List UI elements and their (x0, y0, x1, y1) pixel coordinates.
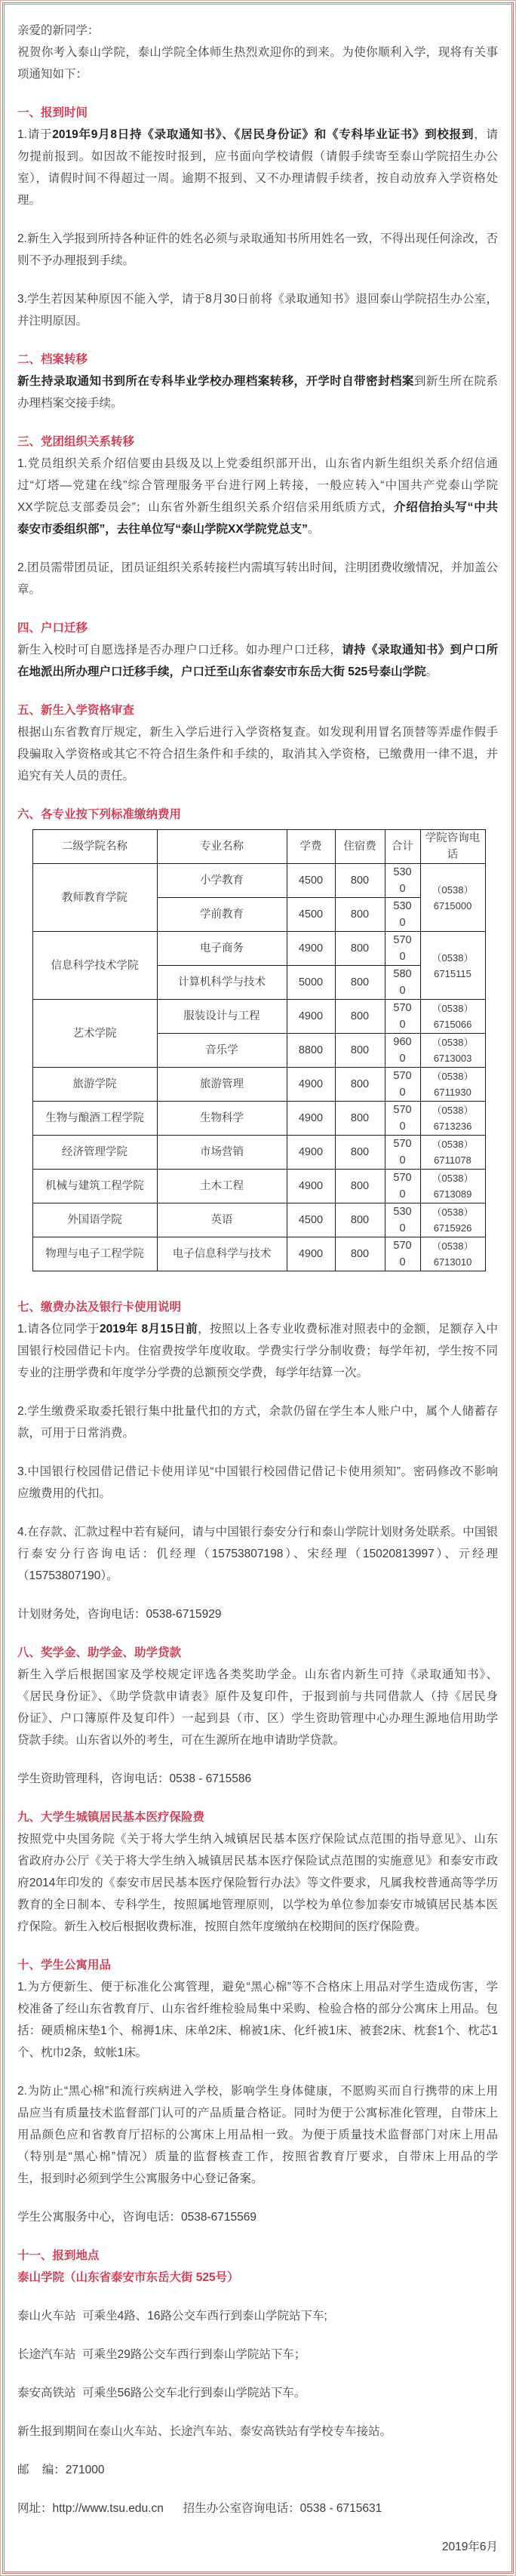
phone-number: 6711930 (434, 1087, 471, 1098)
text-line (17, 518, 498, 540)
text-run: 新生入校时可自愿选择是否办理户口迁移。如办理户口迁移， (17, 643, 342, 656)
text-line: 4.在存款、汇款过程中若有疑问，请与中国银行泰安分行和泰山学院计划财务处联系。中国银 (17, 1526, 498, 1539)
text-line: 计划财务处，咨询电话：0538-6715929 (17, 1608, 222, 1621)
paragraph (17, 453, 498, 540)
section-heading: 五、新生入学资格审查 (17, 703, 135, 717)
major-cell: 计算机科学与技术 (157, 966, 287, 1000)
tuition-cell: 4500 (287, 1203, 335, 1237)
phone-number: 6713089 (433, 1188, 472, 1200)
section-heading: 十一、报到地点 (17, 2249, 100, 2262)
phone-area-code: （0538） (432, 1207, 474, 1218)
paragraph (17, 41, 498, 85)
section-heading: 二、档案转移 (17, 352, 88, 366)
text-run: 。 (307, 522, 320, 536)
tuition-cell: 8800 (287, 1034, 335, 1068)
bold-text: 请持《录取通知书》到户口所 (342, 643, 498, 656)
table-row (32, 932, 485, 966)
text-line: 亲爱的新同学： (17, 23, 100, 37)
text-run: 1.请各位同学于 (17, 1323, 100, 1336)
phone-area-code: （0538） (432, 1173, 474, 1184)
bold-text: 新生持录取通知书到所在专科毕业学校办理档案转移，开学时自带密封档案 (17, 374, 414, 388)
total-cell: 5800 (385, 966, 420, 1000)
text-line: 祝贺你考入泰山学院，泰山学院全体师生热烈欢迎你的到来。为使你顺利入学，现将有关事 (17, 45, 498, 59)
text-run: XX学院总支部委员会”；山东省外新生组织关系介绍信采用纸质方式， (17, 500, 394, 514)
phone-cell (420, 1136, 485, 1170)
lodging-cell: 800 (335, 1000, 385, 1034)
tuition-cell: 4900 (287, 1102, 335, 1136)
major-cell: 小学教育 (157, 864, 287, 898)
table-row (32, 1203, 485, 1237)
text-line: 根据山东省教育厅规定，新生入学后进行入学资格复查。如发现利用冒名顶替等弄虚作假手 (17, 725, 498, 739)
major-cell: 土木工程 (157, 1170, 287, 1203)
college-cell: 艺术学院 (32, 1000, 157, 1068)
lodging-cell: 800 (335, 1034, 385, 1068)
section-heading: 七、缴费办法及银行卡使用说明 (17, 1301, 182, 1314)
text-line: 个、枕巾2条，蚊帐1床。 (17, 2046, 148, 2059)
text-line (17, 639, 498, 661)
table-row (32, 1237, 485, 1271)
major-cell: 英语 (157, 1203, 287, 1237)
paragraph (17, 721, 498, 787)
tuition-cell: 5000 (287, 966, 335, 1000)
column-header-major: 专业名称 (157, 830, 287, 864)
text-line: 1.为方便新生、便于标准化公寓管理，避免“黑心棉”等不合格床上用品对学生造成伤害，学 (17, 1981, 498, 1993)
paragraph (17, 1664, 498, 1751)
paragraph (17, 1461, 498, 1505)
college-cell: 经济管理学院 (32, 1136, 157, 1170)
text-line: 2.学生缴费采取委托银行集中批量代扣的方式，余款仍留在学生本人账户中，属个人储蓄存 (17, 1405, 498, 1418)
college-cell: 物理与电子工程学院 (32, 1237, 157, 1271)
text-line (17, 496, 498, 518)
text-line: 过“灯塔—党建在线”综合管理服务平台进行网上转接，一般应转入“中国共产党泰山学院 (17, 478, 498, 492)
lodging-cell: 800 (335, 1102, 385, 1136)
paragraph (17, 2206, 498, 2228)
text-line: 项通知如下： (17, 67, 88, 81)
text-line: 1.党员组织关系介绍信要由县级及以上党委组织部开出，山东省内新生组织关系介绍信通 (17, 456, 498, 470)
text-run: ，按照以上各专业收费标准对照表中的金额，足额存入中 (198, 1323, 498, 1336)
text-run: 1.请于 (17, 128, 53, 141)
major-cell: 电子商务 (157, 932, 287, 966)
table-row (32, 1170, 485, 1203)
paragraph (17, 557, 498, 601)
paragraph (17, 2498, 498, 2519)
text-line: 理。 (17, 193, 41, 207)
college-cell: 机械与建筑工程学院 (32, 1170, 157, 1203)
text-line: 教育的全日制本、专科学生，按照属地管理原则，以学校为单位参加泰安市城镇居民基本医 (17, 1898, 498, 1911)
total-cell: 5700 (385, 1068, 420, 1102)
major-cell: 电子信息科学与技术 (157, 1237, 287, 1271)
phone-number: 6711078 (434, 1154, 471, 1166)
phone-cell (420, 1000, 485, 1034)
text-line: 省政府办公厅《关于将大学生纳入城镇居民基本医疗保险试点范围的实施意见》和泰安市政 (17, 1855, 498, 1867)
text-line (17, 370, 498, 392)
text-line: 则不予办理报到手续。 (17, 254, 135, 267)
bold-text: 泰安市委组织部”，去往单位写“泰山学院XX学院党总支” (17, 522, 308, 536)
major-cell: 生物科学 (157, 1102, 287, 1136)
major-cell: 服装设计与工程 (157, 1000, 287, 1034)
text-line: 邮 编：271000 (17, 2464, 105, 2476)
text-line: 应缴费用的代扣。 (17, 1487, 112, 1500)
total-cell: 5700 (385, 1170, 420, 1203)
phone-area-code: （0538） (432, 951, 474, 964)
text-line: 用品颜色应和省教育厅招标的公寓床上用品相一致。为便于质量技术监督部门对床上用品 (17, 2129, 498, 2141)
section-heading: 三、党团组织关系转移 (17, 435, 135, 448)
phone-cell (420, 1203, 485, 1237)
phone-area-code: （0538） (432, 884, 474, 896)
text-line: 泰山火车站 可乘坐4路、16路公交车西行到泰山学院站下车; (17, 2310, 327, 2322)
paragraph (17, 124, 498, 211)
paragraph (17, 1976, 498, 2064)
tuition-cell: 4900 (287, 1170, 335, 1203)
text-line: 新生入学后根据国家及学校规定评选各类奖助学金。山东省内新生可持《录取通知书》、 (17, 1668, 498, 1681)
table-row (32, 1000, 485, 1034)
text-line: 勿提前报到。如因故不能按时报到，应书面向学校请假（请假手续寄至泰山学院招生办公 (17, 149, 498, 163)
lodging-cell: 800 (335, 1203, 385, 1237)
text-line: 行泰安分行咨询电话：仉经理（15753807198）、宋经理（15020813997）、亓经理 (17, 1548, 498, 1560)
notice-frame (2, 2, 514, 2574)
text-line: 2.为防止“黑心棉”和流行疾病进入学校，影响学生身体健康，不愿购买而自行携带的床上用 (17, 2085, 498, 2098)
text-line: 并注明原因。 (17, 314, 88, 327)
column-header-phone: 学院咨询电话 (420, 830, 485, 864)
paragraph (17, 1828, 498, 1938)
text-run: 。 (425, 665, 438, 678)
major-cell: 市场营销 (157, 1136, 287, 1170)
phone-area-code: （0538） (432, 1240, 474, 1252)
paragraph (17, 20, 498, 41)
column-header-tuition: 学费 (287, 830, 335, 864)
text-line: 学生资助管理科，咨询电话：0538 - 6715586 (17, 1772, 252, 1785)
paragraph (17, 370, 498, 414)
phone-cell (420, 1102, 485, 1136)
phone-number: 6715000 (433, 899, 472, 911)
paragraph (17, 1603, 498, 1625)
text-line: 泰山学院（山东省泰安市东岳大街 525号） (17, 2271, 239, 2284)
paragraph (17, 2305, 498, 2327)
text-run: ，请 (474, 128, 498, 141)
fee-table (32, 829, 486, 1271)
text-line: 国银行校园借记卡内。住宿费按学年度收取。学费实行学分制收费；每学年初，学生按不同 (17, 1345, 498, 1357)
phone-area-code: （0538） (432, 1105, 474, 1116)
phone-area-code: （0538） (432, 1003, 474, 1014)
phone-cell (420, 932, 485, 1000)
phone-number: 6713010 (433, 1256, 472, 1268)
phone-number: 6715926 (433, 1222, 472, 1234)
table-row (32, 1136, 485, 1170)
text-line: 2.新生入学报到所持各种证件的姓名必须与录取通知书所用姓名一致，不得出现任何涂改，否 (17, 232, 498, 245)
text-line: 份证》、户口簿原件及复印件）一起到县（市、区）学生资助管理中心办理生源地信用助学 (17, 1712, 498, 1725)
text-line: 括：硬质棉床垫1个、棉褥1床、床单2床、棉被1床、化纤被1床、被套2床、枕套1个、枕芯1 (17, 2024, 498, 2037)
lodging-cell: 800 (335, 1068, 385, 1102)
text-line: 3.学生若因某种原因不能入学，请于8月30日前将《录取通知书》退回泰山学院招生办公室， (17, 292, 498, 306)
paragraph (17, 1318, 498, 1384)
bold-text: 2019年 8月15日前 (99, 1323, 198, 1336)
section-heading: 八、奖学金、助学金、助学贷款 (17, 1646, 182, 1659)
lodging-cell: 800 (335, 932, 385, 966)
paragraph (17, 639, 498, 683)
table-row (32, 1068, 485, 1102)
phone-number: 6713003 (433, 1053, 472, 1064)
notice-body-top (17, 20, 498, 825)
phone-area-code: （0538） (432, 1071, 474, 1082)
total-cell: 9600 (385, 1034, 420, 1068)
text-line: 专业的注册学费和年度学分学费的总额预交学费，每学年结算一次。 (17, 1366, 369, 1379)
lodging-cell: 800 (335, 1170, 385, 1203)
text-line: （15753807190）。 (17, 1569, 118, 1582)
college-cell: 外国语学院 (32, 1203, 157, 1237)
major-cell: 音乐学 (157, 1034, 287, 1068)
phone-cell (420, 864, 485, 932)
text-line: 学生公寓服务中心，咨询电话：0538-6715569 (17, 2211, 256, 2224)
paragraph (17, 2344, 498, 2365)
tuition-cell: 4900 (287, 932, 335, 966)
paragraph (17, 1521, 498, 1587)
paragraph (17, 1400, 498, 1444)
text-line: 按照党中央国务院《关于将大学生纳入城镇居民基本医疗保险试点范围的指导意见》、山东 (17, 1833, 498, 1846)
date-text: 2019年6月 (441, 2541, 498, 2553)
tuition-cell: 4900 (287, 1068, 335, 1102)
paragraph (17, 2080, 498, 2190)
total-cell: 5700 (385, 1136, 420, 1170)
section-heading: 十、学生公寓用品 (17, 1959, 112, 1972)
lodging-cell: 800 (335, 898, 385, 932)
text-line: 新生报到期间在泰山火车站、长途汽车站、泰安高铁站有学校专车接站。 (17, 2425, 392, 2438)
tuition-cell: 4900 (287, 1136, 335, 1170)
total-cell: 5700 (385, 1000, 420, 1034)
text-line (17, 124, 498, 146)
address-heading (17, 2267, 498, 2289)
phone-cell (420, 1237, 485, 1271)
text-line: 章。 (17, 583, 41, 596)
text-line: 室），请假时间不得超过一周。逾期不报到、又不办理请假手续者，按自动放弃入学资格处 (17, 171, 498, 185)
text-line: （特别是“黑心棉”情况）质量的监督核查工作，按照省教育厅要求，自带床上用品的学 (17, 2150, 498, 2163)
college-cell: 生物与酿酒工程学院 (32, 1102, 157, 1136)
tuition-cell: 4900 (287, 1237, 335, 1271)
text-line: 长途汽车站 可乘坐29路公交车西行到泰山学院站下车； (17, 2348, 306, 2361)
total-cell: 5300 (385, 864, 420, 898)
table-header-row (32, 830, 485, 864)
text-line: 府2014年印发的《泰安市居民基本医疗保险暂行办法》等文件要求，凡属我校普通高等学历 (17, 1877, 498, 1889)
phone-number: 6715115 (434, 967, 471, 979)
text-line (17, 661, 498, 683)
bold-text: 在地派出所办理户口迁移手续，户口迁至山东省泰安市东岳大街 525号泰山学院 (17, 665, 426, 678)
paragraph (17, 2459, 498, 2481)
text-line: 校准备了经山东省教育厅、山东省纤维检验局集中采购、检验合格的部分公寓床上用品。包 (17, 2003, 498, 2015)
phone-cell (420, 1068, 485, 1102)
paragraph (17, 2421, 498, 2442)
lodging-cell: 800 (335, 966, 385, 1000)
lodging-cell: 800 (335, 864, 385, 898)
paragraph (17, 228, 498, 272)
total-cell: 5300 (385, 898, 420, 932)
lodging-cell: 800 (335, 1136, 385, 1170)
text-line: 品应当有质量技术监督部门认可的产品质量合格证。同时为便于公寓标准化管理，自带床上 (17, 2107, 498, 2120)
text-line: 段骗取入学资格或其它不符合招生条件和手续的，取消其入学资格，已缴费用一律不退，并 (17, 747, 498, 761)
college-cell: 旅游学院 (32, 1068, 157, 1102)
tuition-cell: 4500 (287, 864, 335, 898)
table-row (32, 864, 485, 898)
text-line: 追究有关人员的责任。 (17, 769, 135, 782)
total-cell: 5700 (385, 932, 420, 966)
table-row (32, 1102, 485, 1136)
phone-area-code: （0538） (432, 1139, 474, 1150)
phone-cell (420, 1170, 485, 1203)
tuition-cell: 4900 (287, 1000, 335, 1034)
phone-cell (420, 1034, 485, 1068)
major-cell: 学前教育 (157, 898, 287, 932)
notice-body-bottom (17, 1296, 498, 2558)
college-cell: 教师教育学院 (32, 864, 157, 932)
section-heading: 九、大学生城镇居民基本医疗保险费 (17, 1811, 205, 1824)
column-header-total: 合计 (385, 830, 420, 864)
tuition-cell: 4500 (287, 898, 335, 932)
total-cell: 5700 (385, 1102, 420, 1136)
text-line: 款，可用于日常消费。 (17, 1427, 135, 1440)
section-heading: 一、报到时间 (17, 106, 88, 119)
text-line: 办理档案交接手续。 (17, 396, 123, 410)
text-run: 到新生所在院系 (413, 374, 498, 388)
paragraph (17, 2382, 498, 2404)
paragraph (17, 288, 498, 332)
lodging-cell: 800 (335, 1237, 385, 1271)
college-cell: 信息科学技术学院 (32, 932, 157, 1000)
column-header-lodging: 住宿费 (335, 830, 385, 864)
text-line: 疗保险。新生入校后根据收费标准，按照自然年度缴纳在校期间的医疗保险费。 (17, 1920, 427, 1933)
text-line: 2.团员需带团员证，团员证组织关系转接栏内需填写转出时间，注明团费收缴情况，并加盖公 (17, 561, 498, 574)
section-heading: 四、户口迁移 (17, 621, 88, 635)
section-heading: 六、各专业按下列标准缴纳费用 (17, 807, 182, 821)
text-line: 贷款手续。山东省以外的考生，可在生源所在地申请助学贷款。 (17, 1734, 346, 1747)
total-cell: 5700 (385, 1237, 420, 1271)
text-line: 生，报到时必须到学生公寓服务中心登记备案。 (17, 2172, 263, 2185)
phone-number: 6713236 (433, 1120, 472, 1132)
text-line: 《居民身份证》、《助学贷款申请表》原件及复印件，于报到前与共同借款人（持《居民身 (17, 1690, 498, 1703)
phone-area-code: （0538） (432, 1037, 474, 1048)
bold-text: 介绍信抬头写“中共 (393, 500, 498, 514)
total-cell: 5300 (385, 1203, 420, 1237)
text-line: 泰安高铁站 可乘坐56路公交车北行到泰山学院站下车。 (17, 2387, 306, 2399)
major-cell: 旅游管理 (157, 1068, 287, 1102)
text-line (17, 1318, 498, 1340)
column-header-college: 二级学院名称 (32, 830, 157, 864)
paragraph (17, 1768, 498, 1790)
text-line: 网址：http://www.tsu.edu.cn 招生办公室咨询电话：0538 - 6715631 (17, 2502, 382, 2515)
phone-number: 6715066 (433, 1019, 472, 1030)
text-line: 3.中国银行校园借记借记卡使用详见“中国银行校园借记借记卡使用须知”。密码修改不影响 (17, 1465, 498, 1478)
bold-text: 2019年9月8日持《录取通知书》、《居民身份证》和《专科毕业证书》到校报到 (52, 128, 475, 141)
